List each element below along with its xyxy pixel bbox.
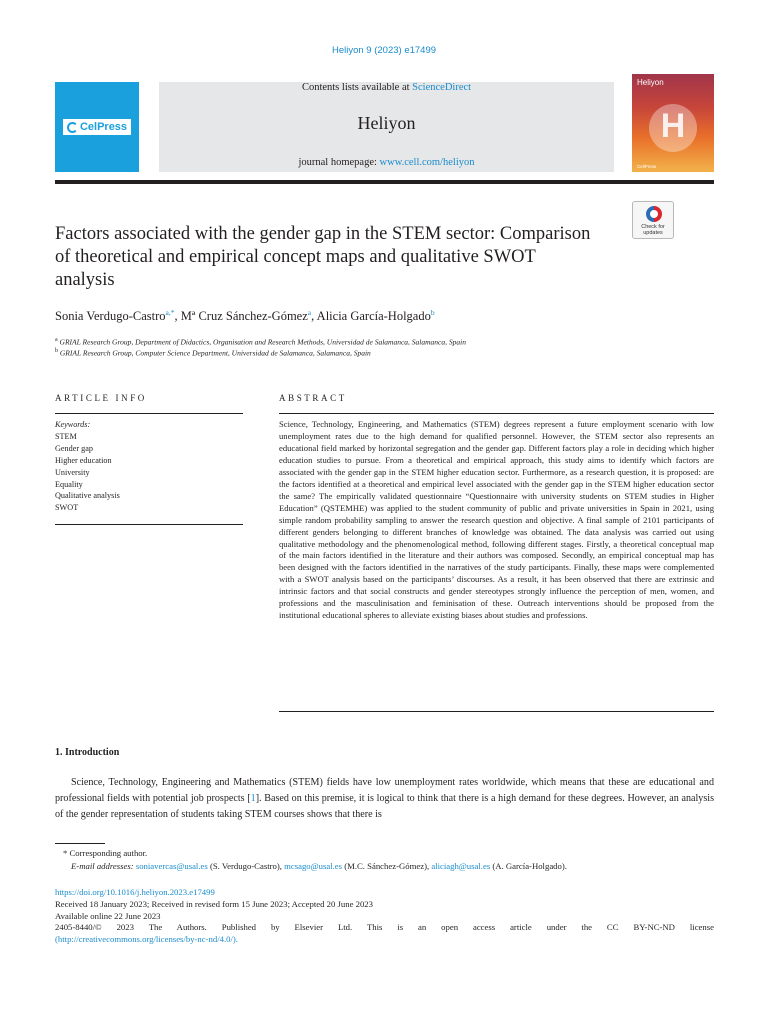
journal-reference[interactable]: Heliyon 9 (2023) e17499 — [331, 45, 437, 56]
footnotes — [55, 847, 714, 873]
license-statement: 2405-8440/© 2023 The Authors. Published by Elsevier Ltd. This is an open access article under the CC BY-NC-ND license — [55, 922, 714, 933]
check-updates-icon — [646, 206, 662, 222]
email-owner: (A. García-Holgado). — [490, 861, 567, 871]
affiliation — [55, 337, 695, 347]
publication-info — [55, 887, 714, 946]
email-owner: (S. Verdugo-Castro), — [207, 861, 285, 871]
journal-cover-image[interactable] — [632, 74, 714, 172]
license-link[interactable]: (http://creativecommons.org/licenses/by-nc-nd/4.0/). — [55, 934, 238, 945]
homepage-line — [159, 157, 614, 168]
header-divider — [55, 180, 714, 184]
keywords-label: Keywords: — [55, 420, 91, 429]
article-info-heading: ARTICLE INFO — [55, 393, 147, 403]
doi-link[interactable]: https://doi.org/10.1016/j.heliyon.2023.e17499 — [55, 887, 215, 897]
affiliation-text: GRIAL Research Group, Department of Didactics, Organisation and Research Methods, Universidad de Salamanca, Salamanca, Spain — [59, 337, 466, 347]
affiliation-mark: b — [55, 348, 58, 354]
keywords-bottom-divider — [55, 524, 243, 525]
email-link[interactable]: mcsago@usal.es — [284, 861, 343, 871]
email-link[interactable]: aliciagh@usal.es — [431, 861, 491, 871]
journal-masthead — [159, 82, 614, 172]
email-addresses — [55, 860, 714, 873]
introduction-paragraph — [55, 775, 714, 823]
author-name[interactable]: Sonia Verdugo-Castro — [55, 309, 166, 324]
section-heading-introduction: 1. Introduction — [55, 747, 120, 758]
cover-letter: H — [660, 107, 686, 145]
available-online: Available online 22 June 2023 — [55, 910, 161, 921]
keywords-list — [55, 419, 243, 514]
contents-line — [159, 82, 614, 93]
affiliation-text: GRIAL Research Group, Computer Science Department, Universidad de Salamanca, Salamanca, Spain — [59, 348, 371, 358]
keyword: University — [55, 467, 90, 477]
keyword: STEM — [55, 431, 77, 441]
article-title: Factors associated with the gender gap in the STEM sector: Comparison of theoretical and empirical concept maps and qualitative SWOT analysis — [55, 224, 591, 290]
abstract-divider — [279, 413, 714, 414]
keyword: Gender gap — [55, 443, 93, 453]
footnote-divider — [55, 843, 105, 844]
check-for-updates-button[interactable] — [632, 201, 674, 239]
abstract-bottom-divider — [279, 711, 714, 712]
author-affiliation-mark[interactable]: b — [430, 308, 435, 317]
cellpress-mark-icon — [67, 122, 78, 133]
homepage-link[interactable]: www.cell.com/heliyon — [379, 157, 475, 168]
email-link[interactable]: soniavercas@usal.es — [135, 861, 208, 871]
homepage-prefix: journal homepage: — [298, 157, 380, 168]
author-affiliation-mark[interactable]: a — [307, 308, 312, 317]
abstract-heading: ABSTRACT — [279, 393, 347, 403]
paragraph-text: ]. Based on this premise, it is logical to think that there is a high demand for these degrees. However, an analysis of the gender representation of students taking STEM courses shows that there is — [55, 793, 715, 820]
cover-title: Heliyon — [637, 78, 664, 87]
author-affiliation-mark[interactable]: a,* — [165, 308, 175, 317]
author-name[interactable]: Alicia García-Holgado — [316, 309, 431, 324]
check-updates-label: Check for updates — [641, 224, 665, 236]
affiliation — [55, 348, 695, 358]
received-dates: Received 18 January 2023; Received in revised form 15 June 2023; Accepted 20 June 2023 — [55, 898, 373, 909]
affiliation-mark: a — [55, 337, 58, 343]
corresponding-author-note: * Corresponding author. — [63, 848, 148, 858]
sciencedirect-link[interactable]: ScienceDirect — [412, 82, 472, 93]
cellpress-badge — [63, 119, 131, 135]
cellpress-logo-text: CelPress — [79, 121, 128, 133]
author-name[interactable]: Mª Cruz Sánchez-Gómez — [180, 309, 308, 324]
abstract-text: Science, Technology, Engineering, and Mathematics (STEM) degrees represent a future employment scenario with low unemployment rates due to the high demand for qualified personnel. However, the STEM sector also represents an educational field marked by horizontal segregation and the gender gap. Different factors play a role in deciding which higher education studies to pursue. From a theoretical and empirical approach, this study aims to identify which factors are associated with the gender gap in the STEM higher education sector. Furthermore, as a research question, it is proposed: are the factors identified at a theoretical and empirical level associated with the gender gap in the STEM higher education sector the same? The empirically validated questionnaire “Questionnaire with university students on STEM studies in Higher Education” (QSTEMHE) was applied to the student community of public and private universities in Spain in 2021, using simple random probability sampling to answer the research question and objective. A final sample of 2101 participants of different genders belonging to different branches of knowledge was obtained. The data analysis was carried out using qualitative methodology and the phenomenological method, following different stages. Firstly, a theoretical conceptual map of the main factors identified in the literature and their authors was composed. Secondly, an empirical conceptual map has been designed with the factors identified in the narratives of the study participants. Finally, these maps were complemented with a SWOT analysis based on the participants’ discourses. As a result, it has been observed that there are extrinsic and intrinsic factors and that social constructs and gender stereotypes strongly influence the perception of men, women, and professions and the masculinisation and feminisation of these. Outreach interventions should be proposed from the institutional educational spheres to alleviate existing biases about studies and professions. — [279, 419, 714, 621]
keyword: Equality — [55, 479, 83, 489]
paragraph-text: Science, Technology, Engineering and Mathematics (STEM) fields have low unemployment rates worldwide, which means that these are educational and professional fields with potential job prospects [ — [55, 777, 714, 804]
cover-footer: CellPress — [637, 164, 657, 169]
journal-title: Heliyon — [357, 113, 416, 133]
keyword: SWOT — [55, 503, 79, 513]
email-owner: (M.C. Sánchez-Gómez), — [342, 861, 432, 871]
cellpress-logo[interactable] — [55, 82, 139, 172]
keyword: Higher education — [55, 455, 112, 465]
author-list: Sonia Verdugo-Castro$^{a,*}$, Mª Cruz Sánchez-Gómez$^a$, Alicia García-Holgado$^b$ — [55, 308, 435, 324]
email-label: E-mail addresses: — [71, 861, 134, 871]
keyword: Qualitative analysis — [55, 491, 120, 501]
article-info-divider — [55, 413, 243, 414]
contents-prefix: Contents lists available at — [301, 82, 413, 93]
citation-link[interactable]: 1 — [250, 793, 256, 804]
